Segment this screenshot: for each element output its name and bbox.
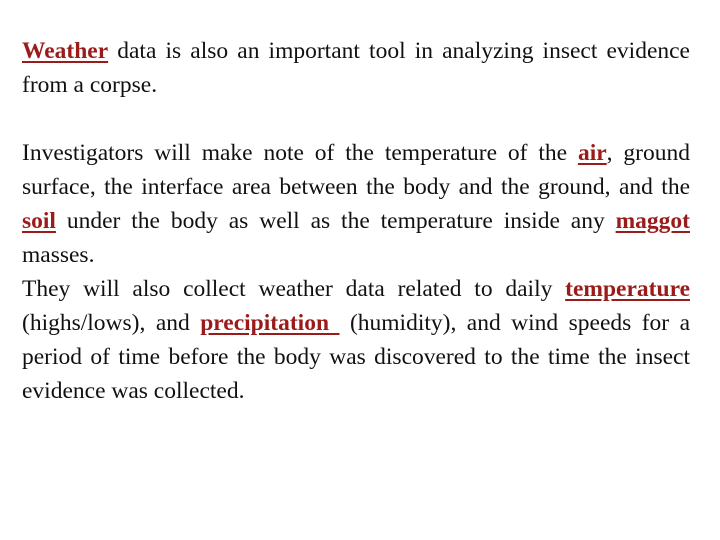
paragraph1-text-1: data is also an important tool in analyzing insect evidence from a corpse. — [22, 38, 690, 98]
paragraph2-text-2: , ground surface, the interface area between the body and the ground, and the — [22, 140, 690, 200]
paragraph2-text-3: under the body as well as the temperature inside any — [55, 208, 616, 234]
paragraph3-text-3: (humidity), and wind speeds for a period of time before the body was discovered to the time the insect evidence was collected. — [22, 310, 691, 404]
paragraph2-text-4: masses. — [22, 242, 95, 268]
keyword-air: air — [577, 140, 607, 166]
slide-body — [22, 34, 690, 408]
paragraph-investigators — [22, 136, 690, 272]
keyword-temperature: temperature — [565, 276, 690, 302]
keyword-weather: Weather — [22, 38, 109, 64]
paragraph2-text-1: Investigators will make note of the temperature of the — [22, 140, 578, 166]
keyword-maggot: maggot — [615, 208, 690, 234]
paragraph3-text-2: (highs/lows), and — [22, 310, 201, 336]
keyword-soil: soil — [22, 208, 56, 234]
paragraph-weather-data — [22, 272, 690, 408]
keyword-precipitation: precipitation — [200, 310, 330, 336]
paragraph3-text-1: They will also collect weather data related to daily — [22, 276, 566, 302]
paragraph-weather-intro — [22, 34, 690, 102]
